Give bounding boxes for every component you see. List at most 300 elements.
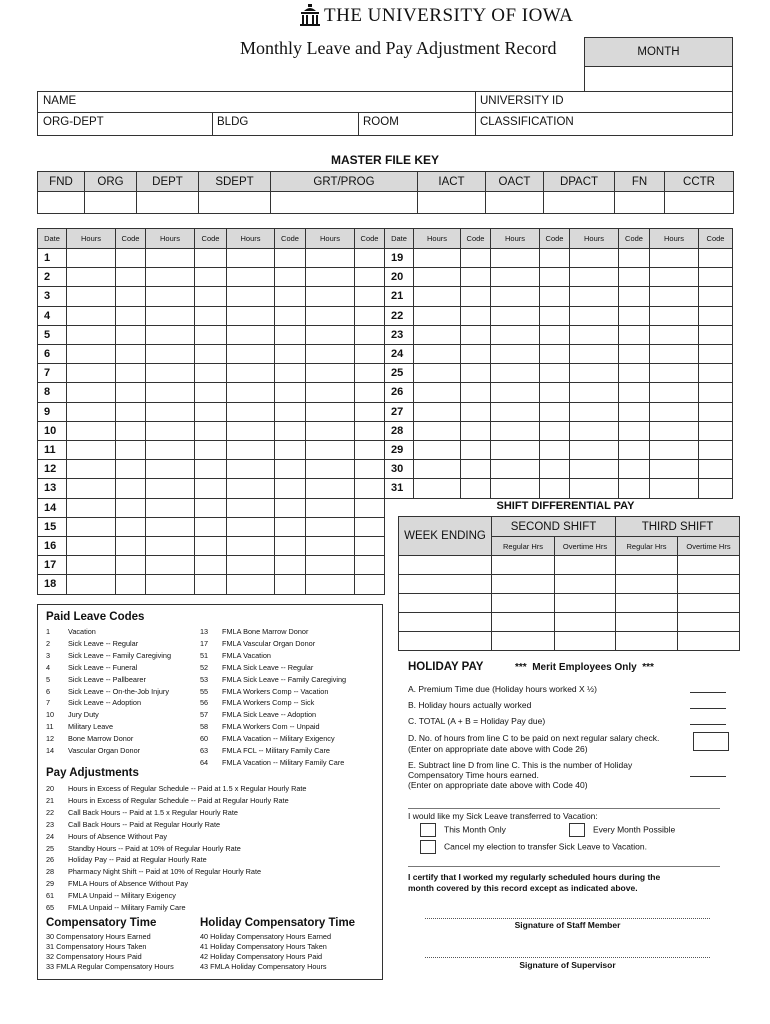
hours-cell[interactable] bbox=[226, 306, 275, 326]
every-month-checkbox[interactable] bbox=[569, 823, 585, 837]
code-cell[interactable] bbox=[698, 306, 733, 326]
code-cell[interactable] bbox=[194, 286, 227, 306]
code-cell[interactable] bbox=[698, 421, 733, 441]
code-cell[interactable] bbox=[194, 498, 227, 518]
hours-cell[interactable] bbox=[569, 402, 619, 422]
hours-cell[interactable] bbox=[305, 286, 355, 306]
code-cell[interactable] bbox=[115, 248, 146, 268]
hours-cell[interactable] bbox=[66, 286, 116, 306]
staff-signature-line[interactable] bbox=[425, 918, 710, 919]
code-cell[interactable] bbox=[274, 498, 306, 518]
hours-cell[interactable] bbox=[66, 344, 116, 364]
bldg-field[interactable]: BLDG bbox=[217, 116, 249, 128]
code-cell[interactable] bbox=[354, 459, 385, 479]
hours-cell[interactable] bbox=[649, 267, 699, 287]
hours-cell[interactable] bbox=[305, 363, 355, 383]
code-cell[interactable] bbox=[274, 517, 306, 537]
hours-cell[interactable] bbox=[226, 363, 275, 383]
code-cell[interactable] bbox=[618, 363, 650, 383]
code-cell[interactable] bbox=[539, 267, 570, 287]
hours-cell[interactable] bbox=[145, 440, 195, 460]
hours-cell[interactable] bbox=[226, 498, 275, 518]
hours-cell[interactable] bbox=[649, 440, 699, 460]
hours-cell[interactable] bbox=[569, 267, 619, 287]
org-dept-field[interactable]: ORG-DEPT bbox=[43, 116, 104, 128]
code-cell[interactable] bbox=[698, 248, 733, 268]
code-cell[interactable] bbox=[698, 478, 733, 498]
hours-cell[interactable] bbox=[569, 382, 619, 402]
hours-cell[interactable] bbox=[649, 363, 699, 383]
code-cell[interactable] bbox=[460, 306, 491, 326]
code-cell[interactable] bbox=[460, 248, 491, 268]
code-cell[interactable] bbox=[698, 286, 733, 306]
hours-cell[interactable] bbox=[145, 248, 195, 268]
code-cell[interactable] bbox=[460, 382, 491, 402]
hours-cell[interactable] bbox=[305, 402, 355, 422]
hours-cell[interactable] bbox=[226, 344, 275, 364]
code-cell[interactable] bbox=[618, 478, 650, 498]
code-cell[interactable] bbox=[354, 517, 385, 537]
hours-cell[interactable] bbox=[413, 325, 461, 345]
code-cell[interactable] bbox=[115, 363, 146, 383]
code-cell[interactable] bbox=[618, 286, 650, 306]
hours-cell[interactable] bbox=[66, 498, 116, 518]
code-cell[interactable] bbox=[115, 421, 146, 441]
holiday-line-b-field[interactable] bbox=[690, 708, 726, 709]
code-cell[interactable] bbox=[618, 382, 650, 402]
code-cell[interactable] bbox=[698, 440, 733, 460]
shift-hours-cell[interactable] bbox=[678, 594, 740, 613]
code-cell[interactable] bbox=[354, 402, 385, 422]
hours-cell[interactable] bbox=[226, 555, 275, 575]
code-cell[interactable] bbox=[274, 286, 306, 306]
hours-cell[interactable] bbox=[569, 306, 619, 326]
shift-hours-cell[interactable] bbox=[555, 575, 616, 594]
code-cell[interactable] bbox=[274, 363, 306, 383]
code-cell[interactable] bbox=[618, 421, 650, 441]
shift-hours-cell[interactable] bbox=[492, 632, 555, 651]
code-cell[interactable] bbox=[460, 344, 491, 364]
shift-hours-cell[interactable] bbox=[616, 632, 678, 651]
shift-hours-cell[interactable] bbox=[678, 556, 740, 575]
code-cell[interactable] bbox=[698, 267, 733, 287]
hours-cell[interactable] bbox=[145, 574, 195, 594]
hours-cell[interactable] bbox=[490, 306, 540, 326]
code-cell[interactable] bbox=[115, 325, 146, 345]
code-cell[interactable] bbox=[539, 478, 570, 498]
hours-cell[interactable] bbox=[413, 421, 461, 441]
hours-cell[interactable] bbox=[413, 248, 461, 268]
hours-cell[interactable] bbox=[490, 459, 540, 479]
hours-cell[interactable] bbox=[305, 306, 355, 326]
hours-cell[interactable] bbox=[226, 574, 275, 594]
hours-cell[interactable] bbox=[226, 267, 275, 287]
code-cell[interactable] bbox=[539, 325, 570, 345]
code-cell[interactable] bbox=[274, 555, 306, 575]
hours-cell[interactable] bbox=[569, 421, 619, 441]
hours-cell[interactable] bbox=[226, 248, 275, 268]
hours-cell[interactable] bbox=[649, 478, 699, 498]
hours-cell[interactable] bbox=[66, 363, 116, 383]
code-cell[interactable] bbox=[354, 498, 385, 518]
code-cell[interactable] bbox=[618, 344, 650, 364]
hours-cell[interactable] bbox=[145, 517, 195, 537]
code-cell[interactable] bbox=[539, 286, 570, 306]
code-cell[interactable] bbox=[618, 267, 650, 287]
code-cell[interactable] bbox=[539, 363, 570, 383]
hours-cell[interactable] bbox=[66, 517, 116, 537]
mfk-input[interactable] bbox=[271, 192, 418, 214]
code-cell[interactable] bbox=[618, 306, 650, 326]
shift-hours-cell[interactable] bbox=[678, 632, 740, 651]
hours-cell[interactable] bbox=[413, 402, 461, 422]
code-cell[interactable] bbox=[194, 325, 227, 345]
code-cell[interactable] bbox=[115, 382, 146, 402]
hours-cell[interactable] bbox=[145, 344, 195, 364]
code-cell[interactable] bbox=[698, 402, 733, 422]
code-cell[interactable] bbox=[274, 574, 306, 594]
code-cell[interactable] bbox=[115, 440, 146, 460]
holiday-line-e-field[interactable] bbox=[690, 776, 726, 777]
week-ending-cell[interactable] bbox=[399, 613, 492, 632]
shift-hours-cell[interactable] bbox=[555, 556, 616, 575]
shift-hours-cell[interactable] bbox=[616, 613, 678, 632]
code-cell[interactable] bbox=[194, 248, 227, 268]
hours-cell[interactable] bbox=[413, 306, 461, 326]
hours-cell[interactable] bbox=[145, 536, 195, 556]
code-cell[interactable] bbox=[194, 517, 227, 537]
mfk-input[interactable] bbox=[544, 192, 615, 214]
hours-cell[interactable] bbox=[305, 440, 355, 460]
code-cell[interactable] bbox=[539, 306, 570, 326]
code-cell[interactable] bbox=[115, 555, 146, 575]
code-cell[interactable] bbox=[460, 440, 491, 460]
hours-cell[interactable] bbox=[145, 286, 195, 306]
mfk-input[interactable] bbox=[418, 192, 486, 214]
hours-cell[interactable] bbox=[226, 402, 275, 422]
hours-cell[interactable] bbox=[66, 325, 116, 345]
hours-cell[interactable] bbox=[305, 325, 355, 345]
hours-cell[interactable] bbox=[145, 498, 195, 518]
mfk-input[interactable] bbox=[665, 192, 734, 214]
hours-cell[interactable] bbox=[569, 363, 619, 383]
hours-cell[interactable] bbox=[66, 267, 116, 287]
code-cell[interactable] bbox=[539, 402, 570, 422]
mfk-input[interactable] bbox=[38, 192, 85, 214]
code-cell[interactable] bbox=[460, 286, 491, 306]
hours-cell[interactable] bbox=[413, 267, 461, 287]
shift-hours-cell[interactable] bbox=[492, 594, 555, 613]
hours-cell[interactable] bbox=[226, 536, 275, 556]
code-cell[interactable] bbox=[274, 440, 306, 460]
code-cell[interactable] bbox=[460, 459, 491, 479]
hours-cell[interactable] bbox=[226, 478, 275, 498]
week-ending-cell[interactable] bbox=[399, 556, 492, 575]
hours-cell[interactable] bbox=[226, 459, 275, 479]
hours-cell[interactable] bbox=[649, 382, 699, 402]
hours-cell[interactable] bbox=[413, 478, 461, 498]
code-cell[interactable] bbox=[194, 421, 227, 441]
hours-cell[interactable] bbox=[145, 459, 195, 479]
hours-cell[interactable] bbox=[569, 478, 619, 498]
code-cell[interactable] bbox=[354, 574, 385, 594]
hours-cell[interactable] bbox=[305, 344, 355, 364]
room-field[interactable]: ROOM bbox=[363, 116, 399, 128]
hours-cell[interactable] bbox=[569, 286, 619, 306]
code-cell[interactable] bbox=[539, 382, 570, 402]
shift-hours-cell[interactable] bbox=[492, 556, 555, 575]
code-cell[interactable] bbox=[539, 344, 570, 364]
code-cell[interactable] bbox=[274, 382, 306, 402]
shift-hours-cell[interactable] bbox=[555, 594, 616, 613]
hours-cell[interactable] bbox=[145, 421, 195, 441]
hours-cell[interactable] bbox=[66, 555, 116, 575]
code-cell[interactable] bbox=[115, 536, 146, 556]
code-cell[interactable] bbox=[539, 421, 570, 441]
code-cell[interactable] bbox=[354, 478, 385, 498]
hours-cell[interactable] bbox=[305, 267, 355, 287]
code-cell[interactable] bbox=[194, 402, 227, 422]
code-cell[interactable] bbox=[354, 440, 385, 460]
code-cell[interactable] bbox=[354, 536, 385, 556]
cancel-transfer-checkbox[interactable] bbox=[420, 840, 436, 854]
hours-cell[interactable] bbox=[413, 459, 461, 479]
code-cell[interactable] bbox=[115, 459, 146, 479]
code-cell[interactable] bbox=[460, 421, 491, 441]
code-cell[interactable] bbox=[194, 382, 227, 402]
hours-cell[interactable] bbox=[569, 325, 619, 345]
hours-cell[interactable] bbox=[490, 421, 540, 441]
hours-cell[interactable] bbox=[413, 382, 461, 402]
code-cell[interactable] bbox=[274, 325, 306, 345]
hours-cell[interactable] bbox=[305, 498, 355, 518]
supervisor-signature-line[interactable] bbox=[425, 957, 710, 958]
hours-cell[interactable] bbox=[66, 421, 116, 441]
code-cell[interactable] bbox=[539, 440, 570, 460]
this-month-checkbox[interactable] bbox=[420, 823, 436, 837]
shift-hours-cell[interactable] bbox=[678, 575, 740, 594]
shift-hours-cell[interactable] bbox=[555, 632, 616, 651]
code-cell[interactable] bbox=[274, 344, 306, 364]
holiday-line-c-field[interactable] bbox=[690, 724, 726, 725]
code-cell[interactable] bbox=[194, 536, 227, 556]
hours-cell[interactable] bbox=[66, 478, 116, 498]
code-cell[interactable] bbox=[618, 440, 650, 460]
hours-cell[interactable] bbox=[413, 440, 461, 460]
hours-cell[interactable] bbox=[66, 459, 116, 479]
hours-cell[interactable] bbox=[490, 344, 540, 364]
code-cell[interactable] bbox=[274, 248, 306, 268]
hours-cell[interactable] bbox=[569, 440, 619, 460]
mfk-input[interactable] bbox=[615, 192, 665, 214]
code-cell[interactable] bbox=[460, 478, 491, 498]
hours-cell[interactable] bbox=[145, 555, 195, 575]
code-cell[interactable] bbox=[698, 459, 733, 479]
code-cell[interactable] bbox=[115, 574, 146, 594]
code-cell[interactable] bbox=[618, 325, 650, 345]
code-cell[interactable] bbox=[460, 363, 491, 383]
shift-hours-cell[interactable] bbox=[678, 613, 740, 632]
code-cell[interactable] bbox=[115, 306, 146, 326]
code-cell[interactable] bbox=[539, 248, 570, 268]
hours-cell[interactable] bbox=[649, 402, 699, 422]
hours-cell[interactable] bbox=[66, 440, 116, 460]
university-id-field[interactable]: UNIVERSITY ID bbox=[480, 95, 564, 107]
hours-cell[interactable] bbox=[490, 363, 540, 383]
shift-hours-cell[interactable] bbox=[616, 556, 678, 575]
code-cell[interactable] bbox=[115, 498, 146, 518]
code-cell[interactable] bbox=[115, 478, 146, 498]
hours-cell[interactable] bbox=[413, 286, 461, 306]
hours-cell[interactable] bbox=[569, 248, 619, 268]
code-cell[interactable] bbox=[274, 459, 306, 479]
code-cell[interactable] bbox=[274, 267, 306, 287]
hours-cell[interactable] bbox=[649, 325, 699, 345]
hours-cell[interactable] bbox=[145, 325, 195, 345]
week-ending-cell[interactable] bbox=[399, 575, 492, 594]
code-cell[interactable] bbox=[115, 286, 146, 306]
code-cell[interactable] bbox=[115, 517, 146, 537]
code-cell[interactable] bbox=[539, 459, 570, 479]
hours-cell[interactable] bbox=[490, 402, 540, 422]
code-cell[interactable] bbox=[460, 267, 491, 287]
hours-cell[interactable] bbox=[66, 574, 116, 594]
hours-cell[interactable] bbox=[226, 421, 275, 441]
hours-cell[interactable] bbox=[490, 286, 540, 306]
code-cell[interactable] bbox=[194, 555, 227, 575]
code-cell[interactable] bbox=[194, 267, 227, 287]
hours-cell[interactable] bbox=[649, 344, 699, 364]
hours-cell[interactable] bbox=[226, 286, 275, 306]
hours-cell[interactable] bbox=[490, 248, 540, 268]
mfk-input[interactable] bbox=[486, 192, 544, 214]
code-cell[interactable] bbox=[354, 363, 385, 383]
hours-cell[interactable] bbox=[145, 478, 195, 498]
hours-cell[interactable] bbox=[66, 306, 116, 326]
code-cell[interactable] bbox=[698, 344, 733, 364]
week-ending-cell[interactable] bbox=[399, 594, 492, 613]
code-cell[interactable] bbox=[274, 536, 306, 556]
hours-cell[interactable] bbox=[145, 382, 195, 402]
hours-cell[interactable] bbox=[305, 536, 355, 556]
code-cell[interactable] bbox=[115, 402, 146, 422]
hours-cell[interactable] bbox=[649, 248, 699, 268]
hours-cell[interactable] bbox=[66, 382, 116, 402]
hours-cell[interactable] bbox=[649, 286, 699, 306]
code-cell[interactable] bbox=[698, 382, 733, 402]
code-cell[interactable] bbox=[618, 248, 650, 268]
code-cell[interactable] bbox=[698, 325, 733, 345]
hours-cell[interactable] bbox=[490, 478, 540, 498]
code-cell[interactable] bbox=[618, 402, 650, 422]
code-cell[interactable] bbox=[354, 325, 385, 345]
code-cell[interactable] bbox=[698, 363, 733, 383]
name-field[interactable]: NAME bbox=[43, 95, 77, 107]
code-cell[interactable] bbox=[194, 363, 227, 383]
hours-cell[interactable] bbox=[305, 517, 355, 537]
code-cell[interactable] bbox=[194, 574, 227, 594]
hours-cell[interactable] bbox=[490, 267, 540, 287]
hours-cell[interactable] bbox=[490, 325, 540, 345]
hours-cell[interactable] bbox=[649, 459, 699, 479]
hours-cell[interactable] bbox=[305, 555, 355, 575]
shift-hours-cell[interactable] bbox=[492, 575, 555, 594]
hours-cell[interactable] bbox=[413, 363, 461, 383]
code-cell[interactable] bbox=[194, 344, 227, 364]
hours-cell[interactable] bbox=[305, 478, 355, 498]
hours-cell[interactable] bbox=[490, 382, 540, 402]
shift-hours-cell[interactable] bbox=[555, 613, 616, 632]
code-cell[interactable] bbox=[274, 421, 306, 441]
hours-cell[interactable] bbox=[305, 574, 355, 594]
code-cell[interactable] bbox=[194, 306, 227, 326]
code-cell[interactable] bbox=[115, 344, 146, 364]
mfk-input[interactable] bbox=[199, 192, 271, 214]
hours-cell[interactable] bbox=[145, 363, 195, 383]
hours-cell[interactable] bbox=[305, 459, 355, 479]
mfk-input[interactable] bbox=[137, 192, 199, 214]
hours-cell[interactable] bbox=[305, 382, 355, 402]
code-cell[interactable] bbox=[194, 440, 227, 460]
hours-cell[interactable] bbox=[226, 440, 275, 460]
month-field[interactable] bbox=[584, 66, 733, 92]
hours-cell[interactable] bbox=[490, 440, 540, 460]
code-cell[interactable] bbox=[354, 344, 385, 364]
mfk-input[interactable] bbox=[85, 192, 137, 214]
holiday-line-a-field[interactable] bbox=[690, 692, 726, 693]
hours-cell[interactable] bbox=[226, 382, 275, 402]
code-cell[interactable] bbox=[354, 286, 385, 306]
code-cell[interactable] bbox=[618, 459, 650, 479]
code-cell[interactable] bbox=[460, 402, 491, 422]
code-cell[interactable] bbox=[354, 267, 385, 287]
hours-cell[interactable] bbox=[66, 248, 116, 268]
code-cell[interactable] bbox=[194, 478, 227, 498]
code-cell[interactable] bbox=[354, 248, 385, 268]
code-cell[interactable] bbox=[460, 325, 491, 345]
hours-cell[interactable] bbox=[66, 402, 116, 422]
week-ending-cell[interactable] bbox=[399, 632, 492, 651]
code-cell[interactable] bbox=[354, 555, 385, 575]
code-cell[interactable] bbox=[354, 382, 385, 402]
hours-cell[interactable] bbox=[145, 267, 195, 287]
classification-field[interactable]: CLASSIFICATION bbox=[480, 116, 574, 128]
hours-cell[interactable] bbox=[649, 421, 699, 441]
hours-cell[interactable] bbox=[649, 306, 699, 326]
hours-cell[interactable] bbox=[66, 536, 116, 556]
hours-cell[interactable] bbox=[305, 421, 355, 441]
code-cell[interactable] bbox=[115, 267, 146, 287]
hours-cell[interactable] bbox=[569, 459, 619, 479]
hours-cell[interactable] bbox=[413, 344, 461, 364]
shift-hours-cell[interactable] bbox=[616, 575, 678, 594]
hours-cell[interactable] bbox=[569, 344, 619, 364]
code-cell[interactable] bbox=[354, 421, 385, 441]
hours-cell[interactable] bbox=[145, 306, 195, 326]
hours-cell[interactable] bbox=[226, 325, 275, 345]
hours-cell[interactable] bbox=[305, 248, 355, 268]
hours-cell[interactable] bbox=[226, 517, 275, 537]
code-cell[interactable] bbox=[274, 402, 306, 422]
code-cell[interactable] bbox=[354, 306, 385, 326]
code-cell[interactable] bbox=[274, 478, 306, 498]
code-cell[interactable] bbox=[194, 459, 227, 479]
holiday-line-d-box[interactable] bbox=[693, 732, 729, 751]
hours-cell[interactable] bbox=[145, 402, 195, 422]
shift-hours-cell[interactable] bbox=[616, 594, 678, 613]
code-cell[interactable] bbox=[274, 306, 306, 326]
shift-hours-cell[interactable] bbox=[492, 613, 555, 632]
